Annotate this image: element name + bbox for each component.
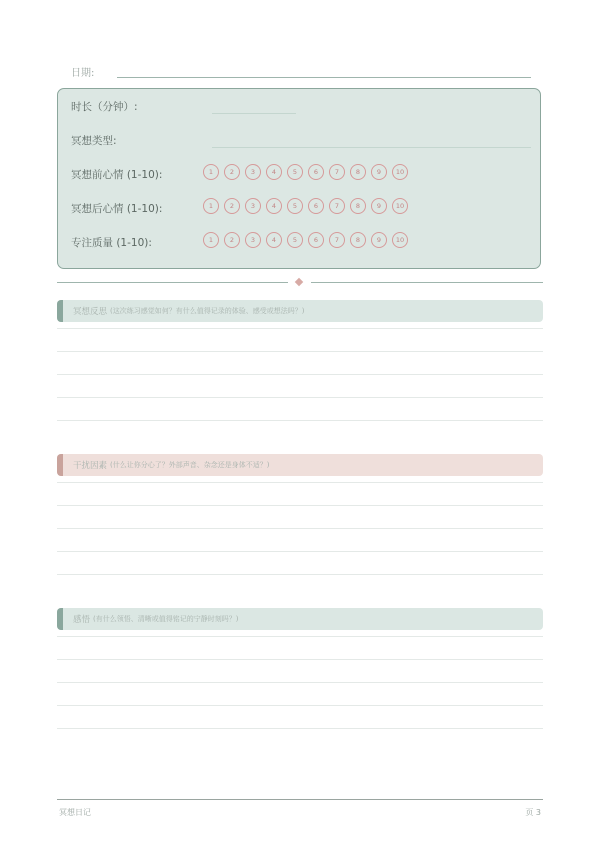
page-number: 页 3 [525,808,541,817]
section-accent-bar [57,608,63,630]
rating-option[interactable]: 1 [203,164,219,180]
rating-option[interactable]: 3 [245,198,261,214]
writing-line[interactable] [57,682,543,683]
diamond-ornament-icon [295,278,303,286]
rating-option[interactable]: 4 [266,232,282,248]
writing-line[interactable] [57,636,543,637]
mood-after-rating [203,198,408,214]
rating-option[interactable]: 2 [224,198,240,214]
section-accent-bar [57,454,63,476]
rating-option[interactable]: 8 [350,164,366,180]
rating-option[interactable]: 5 [287,198,303,214]
writing-line[interactable] [57,705,543,706]
duration-input-line[interactable] [212,113,296,114]
reflection-section-header [57,300,543,322]
footer-divider [57,799,543,800]
duration-label: 时长（分钟）: [71,101,138,113]
writing-line[interactable] [57,574,543,575]
section-hint: (什么让你分心了？外部声音、杂念还是身体不适？) [110,461,270,469]
writing-line[interactable] [57,528,543,529]
rating-option[interactable]: 5 [287,232,303,248]
date-input-line[interactable] [117,77,531,78]
writing-line[interactable] [57,728,543,729]
writing-line[interactable] [57,420,543,421]
section-hint: (这次练习感觉如何？有什么值得记录的体验、感受或想法吗？) [110,307,305,315]
rating-option[interactable]: 10 [392,198,408,214]
rating-option[interactable]: 7 [329,198,345,214]
writing-line[interactable] [57,659,543,660]
rating-option[interactable]: 3 [245,164,261,180]
mood-before-rating [203,164,408,180]
divider-left [57,282,288,283]
rating-option[interactable]: 9 [371,198,387,214]
writing-line[interactable] [57,482,543,483]
rating-option[interactable]: 2 [224,232,240,248]
distractions-section-header [57,454,543,476]
mood-after-label: 冥想后心情 (1-10): [71,203,163,215]
rating-option[interactable]: 8 [350,232,366,248]
rating-option[interactable]: 10 [392,232,408,248]
rating-option[interactable]: 3 [245,232,261,248]
date-label: 日期: [71,68,95,79]
divider-right [311,282,543,283]
rating-option[interactable]: 4 [266,198,282,214]
writing-line[interactable] [57,397,543,398]
writing-line[interactable] [57,551,543,552]
writing-line[interactable] [57,351,543,352]
rating-option[interactable]: 9 [371,232,387,248]
rating-option[interactable]: 9 [371,164,387,180]
rating-option[interactable]: 1 [203,232,219,248]
rating-option[interactable]: 6 [308,232,324,248]
section-title: 干扰因素 [73,461,108,471]
meditation-type-label: 冥想类型: [71,135,117,147]
writing-line[interactable] [57,505,543,506]
section-hint: (有什么领悟、清晰或值得铭记的宁静时刻吗？) [93,615,239,623]
rating-option[interactable]: 6 [308,198,324,214]
rating-option[interactable]: 1 [203,198,219,214]
section-title: 冥想反思 [73,307,108,317]
writing-line[interactable] [57,374,543,375]
rating-option[interactable]: 8 [350,198,366,214]
rating-option[interactable]: 2 [224,164,240,180]
rating-option[interactable]: 10 [392,164,408,180]
meditation-type-input-line[interactable] [212,147,531,148]
rating-option[interactable]: 7 [329,164,345,180]
focus-quality-rating [203,232,408,248]
mood-before-label: 冥想前心情 (1-10): [71,169,163,181]
section-title: 感悟 [73,615,91,625]
insights-section-header [57,608,543,630]
rating-option[interactable]: 4 [266,164,282,180]
writing-line[interactable] [57,328,543,329]
rating-option[interactable]: 5 [287,164,303,180]
focus-quality-label: 专注质量 (1-10): [71,237,152,249]
rating-option[interactable]: 7 [329,232,345,248]
rating-option[interactable]: 6 [308,164,324,180]
section-accent-bar [57,300,63,322]
footer-title: 冥想日记 [59,808,91,817]
